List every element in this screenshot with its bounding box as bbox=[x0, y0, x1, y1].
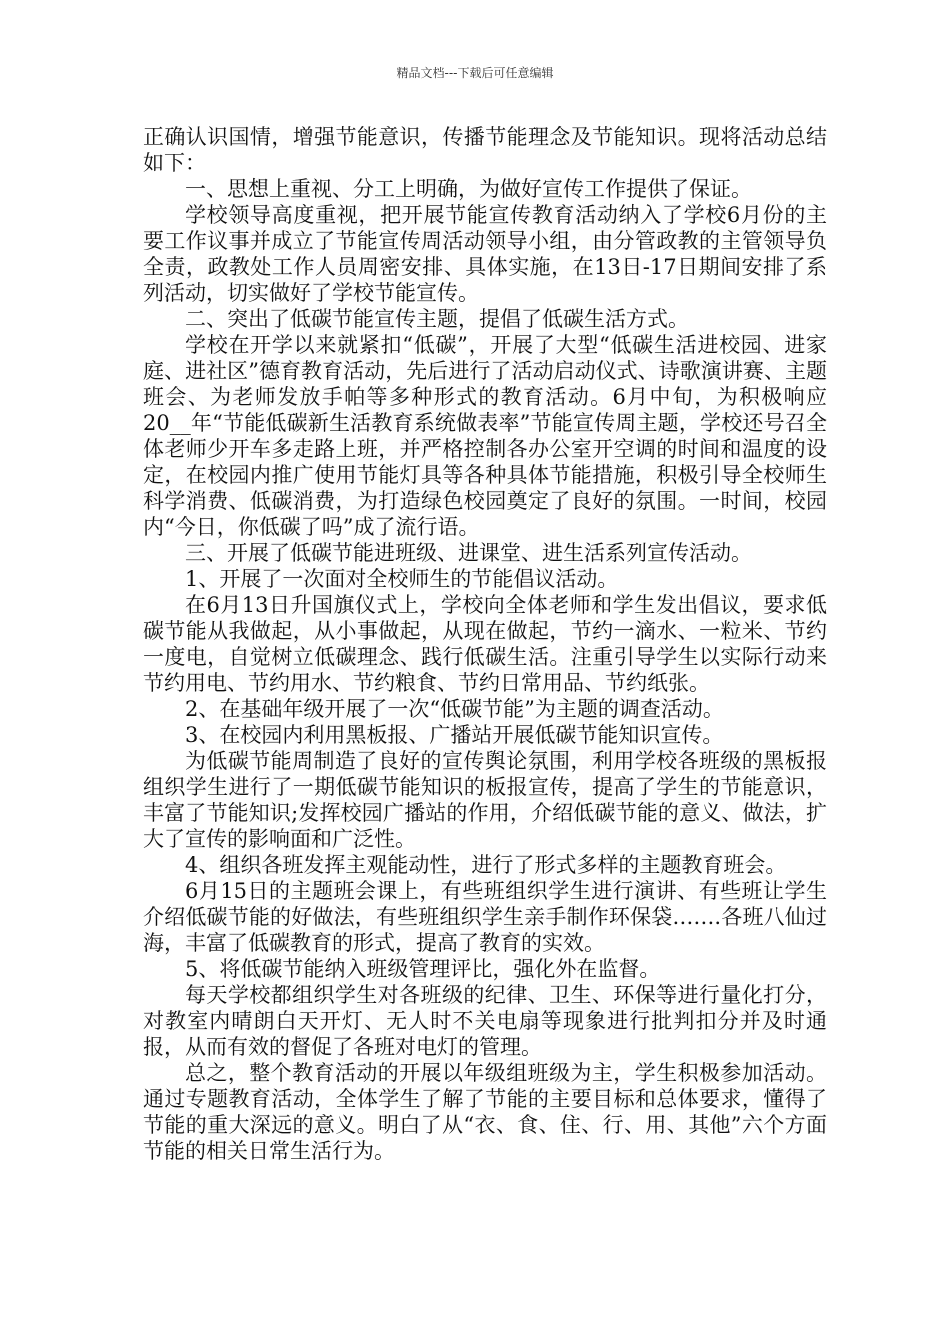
list-item-heading: 2、在基础年级开展了一次“低碳节能”为主题的调查活动。 bbox=[185, 697, 724, 721]
paragraph: 学校在开学以来就紧扣“低碳”，开展了大型“低碳生活进校园、进家庭、进社区”德育教育活动，先后进行了活动启动仪式、诗歌演讲赛、主题班会、为老师发放手帕等多种形式的教育活动。6月中旬，为积极响应20__年“节能低碳新生活教育系统做表率”节能宣传周主题，学校还号召全体老师少开车多走路上班，并严格控制各办公室开空调的时间和温度的设定，在校园内推广使用节能灯具等各种具体节能措施，积极引导全校师生科学消费、低碳消费，为打造绿色校园奠定了良好的氛围。一时间，校园内“今日，你低碳了吗”成了流行语。 bbox=[143, 333, 827, 539]
paragraph: 在6月13日升国旗仪式上，学校向全体老师和学生发出倡议，要求低碳节能从我做起，从小事做起，从现在做起，节约一滴水、一粒米、节约一度电，自觉树立低碳理念、践行低碳生活。注重引导学生以实际行动来节约用电、节约用水、节约粮食、节约日常用品、节约纸张。 bbox=[143, 593, 827, 695]
paragraph: 总之，整个教育活动的开展以年级组班级为主，学生积极参加活动。通过专题教育活动，全体学生了解了节能的主要目标和总体要求，懂得了节能的重大深远的意义。明白了从“衣、食、住、行、用、其他”六个方面节能的相关日常生活行为。 bbox=[143, 1061, 827, 1163]
list-item-heading: 4、组织各班发挥主观能动性，进行了形式多样的主题教育班会。 bbox=[185, 853, 787, 877]
section-heading: 二、突出了低碳节能宣传主题，提倡了低碳生活方式。 bbox=[185, 307, 689, 331]
paragraph: 正确认识国情，增强节能意识，传播节能理念及节能知识。现将活动总结如下： bbox=[143, 125, 827, 175]
list-item-heading: 3、在校园内利用黑板报、广播站开展低碳节能知识宣传。 bbox=[185, 723, 724, 747]
page-header: 精品文档---下载后可任意编辑 bbox=[396, 66, 554, 80]
paragraph: 每天学校都组织学生对各班级的纪律、卫生、环保等进行量化打分，对教室内晴朗白天开灯、无人时不关电扇等现象进行批判扣分并及时通报，从而有效的督促了各班对电灯的管理。 bbox=[143, 983, 827, 1059]
paragraph: 为低碳节能周制造了良好的宣传舆论氛围，利用学校各班级的黑板报组织学生进行了一期低碳节能知识的板报宣传，提高了学生的节能意识，丰富了节能知识;发挥校园广播站的作用，介绍低碳节能的意义、做法，扩大了宣传的影响面和广泛性。 bbox=[143, 749, 827, 851]
document-body bbox=[143, 124, 827, 1164]
paragraph: 6月15日的主题班会课上，有些班组织学生进行演讲、有些班让学生介绍低碳节能的好做法，有些班组织学生亲手制作环保袋…….各班八仙过海，丰富了低碳教育的形式，提高了教育的实效。 bbox=[143, 879, 827, 955]
list-item-heading: 5、将低碳节能纳入班级管理评比，强化外在监督。 bbox=[185, 957, 661, 981]
list-item-heading: 1、开展了一次面对全校师生的节能倡议活动。 bbox=[185, 567, 619, 591]
section-heading: 三、开展了低碳节能进班级、进课堂、进生活系列宣传活动。 bbox=[185, 541, 752, 565]
paragraph: 学校领导高度重视，把开展节能宣传教育活动纳入了学校6月份的主要工作议事并成立了节能宣传周活动领导小组，由分管政教的主管领导负全责，政教处工作人员周密安排、具体实施，在13日-17日期间安排了系列活动，切实做好了学校节能宣传。 bbox=[143, 203, 827, 305]
section-heading: 一、思想上重视、分工上明确，为做好宣传工作提供了保证。 bbox=[185, 177, 752, 201]
